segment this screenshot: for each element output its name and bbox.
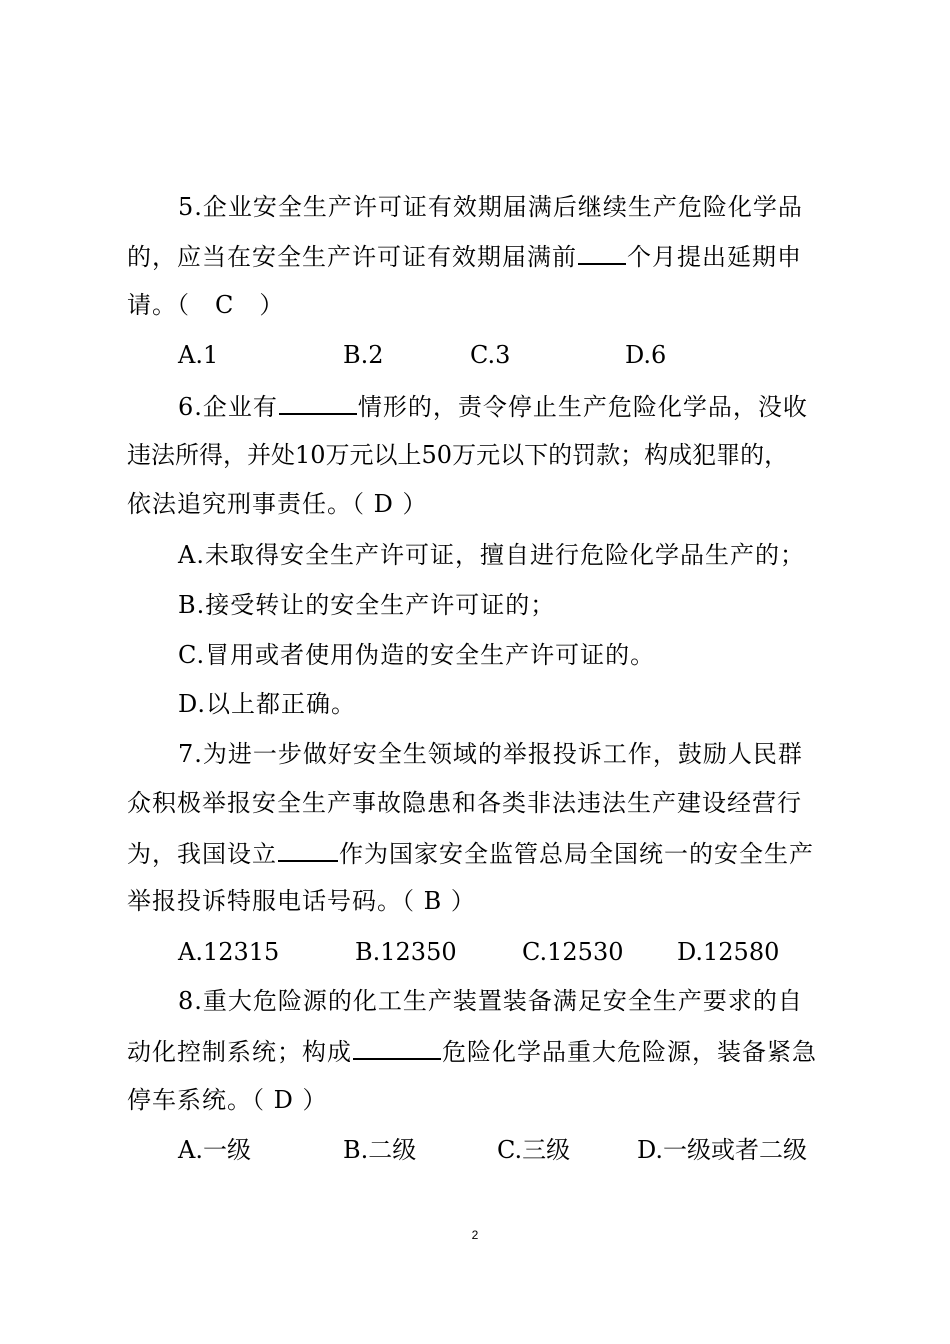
q7-answer-blank — [278, 838, 338, 862]
q5-line-2-text-b: 个月提出延期申 — [627, 243, 802, 271]
q8-line-3: 停车系统。（ D ） — [127, 1086, 328, 1114]
q5-line-2-text-a: 的，应当在安全生产许可证有效期届满前 — [127, 243, 577, 271]
q7-line-1: 7.为进一步做好安全生领域的举报投诉工作，鼓励人民群 — [178, 740, 803, 768]
q6-line-1-text-a: 6.企业有 — [178, 393, 278, 421]
q5-option-c: C.3 — [470, 341, 511, 369]
q6-option-c: C.冒用或者使用伪造的安全生产许可证的。 — [178, 641, 656, 669]
q5-option-d: D.6 — [625, 341, 667, 369]
q8-line-2-text-a: 动化控制系统；构成 — [127, 1038, 352, 1066]
q6-option-d: D.以上都正确。 — [178, 690, 357, 718]
q6-line-1 — [178, 391, 808, 422]
q8-line-2 — [127, 1036, 817, 1067]
q8-line-1: 8.重大危险源的化工生产装置装备满足安全生产要求的自 — [178, 987, 803, 1015]
q7-line-2: 众积极举报安全生产事故隐患和各类非法违法生产建设经营行 — [127, 789, 802, 817]
page-number: 2 — [471, 1228, 479, 1242]
q7-option-a: A.12315 — [178, 938, 280, 966]
q8-option-a: A.一级 — [178, 1136, 251, 1164]
q5-line-2 — [127, 241, 802, 272]
q7-line-3-text-a: 为，我国设立 — [127, 840, 277, 868]
q6-option-b: B.接受转让的安全生产许可证的； — [178, 591, 556, 619]
q7-option-b: B.12350 — [355, 938, 457, 966]
q8-line-2-text-b: 危险化学品重大危险源，装备紧急 — [442, 1038, 817, 1066]
q6-option-a: A.未取得安全生产许可证，擅自进行危险化学品生产的； — [178, 541, 805, 569]
q8-option-b: B.二级 — [343, 1136, 417, 1164]
q6-line-2: 违法所得，并处10万元以上50万元以下的罚款；构成犯罪的， — [127, 441, 789, 469]
q7-option-d: D.12580 — [677, 938, 780, 966]
q6-line-1-text-b: 情形的，责令停止生产危险化学品，没收 — [357, 393, 808, 421]
q5-answer-blank — [578, 241, 626, 265]
q5-option-a: A.1 — [178, 341, 219, 369]
q7-line-3 — [127, 838, 814, 869]
q8-option-d: D.一级或者二级 — [637, 1136, 808, 1164]
q7-line-4: 举报投诉特服电话号码。（ B ） — [127, 887, 476, 915]
q5-option-b: B.2 — [343, 341, 384, 369]
q8-answer-blank — [353, 1036, 441, 1060]
q7-line-3-text-b: 作为国家安全监管总局全国统一的安全生产 — [339, 840, 814, 868]
q8-option-c: C.三级 — [497, 1136, 571, 1164]
q5-line-3: 请。（ C ） — [127, 291, 285, 319]
q6-answer-blank — [279, 391, 357, 415]
q6-line-3: 依法追究刑事责任。（ D ） — [127, 490, 428, 518]
q5-line-1: 5.企业安全生产许可证有效期届满后继续生产危险化学品 — [178, 193, 803, 221]
q7-option-c: C.12530 — [522, 938, 624, 966]
